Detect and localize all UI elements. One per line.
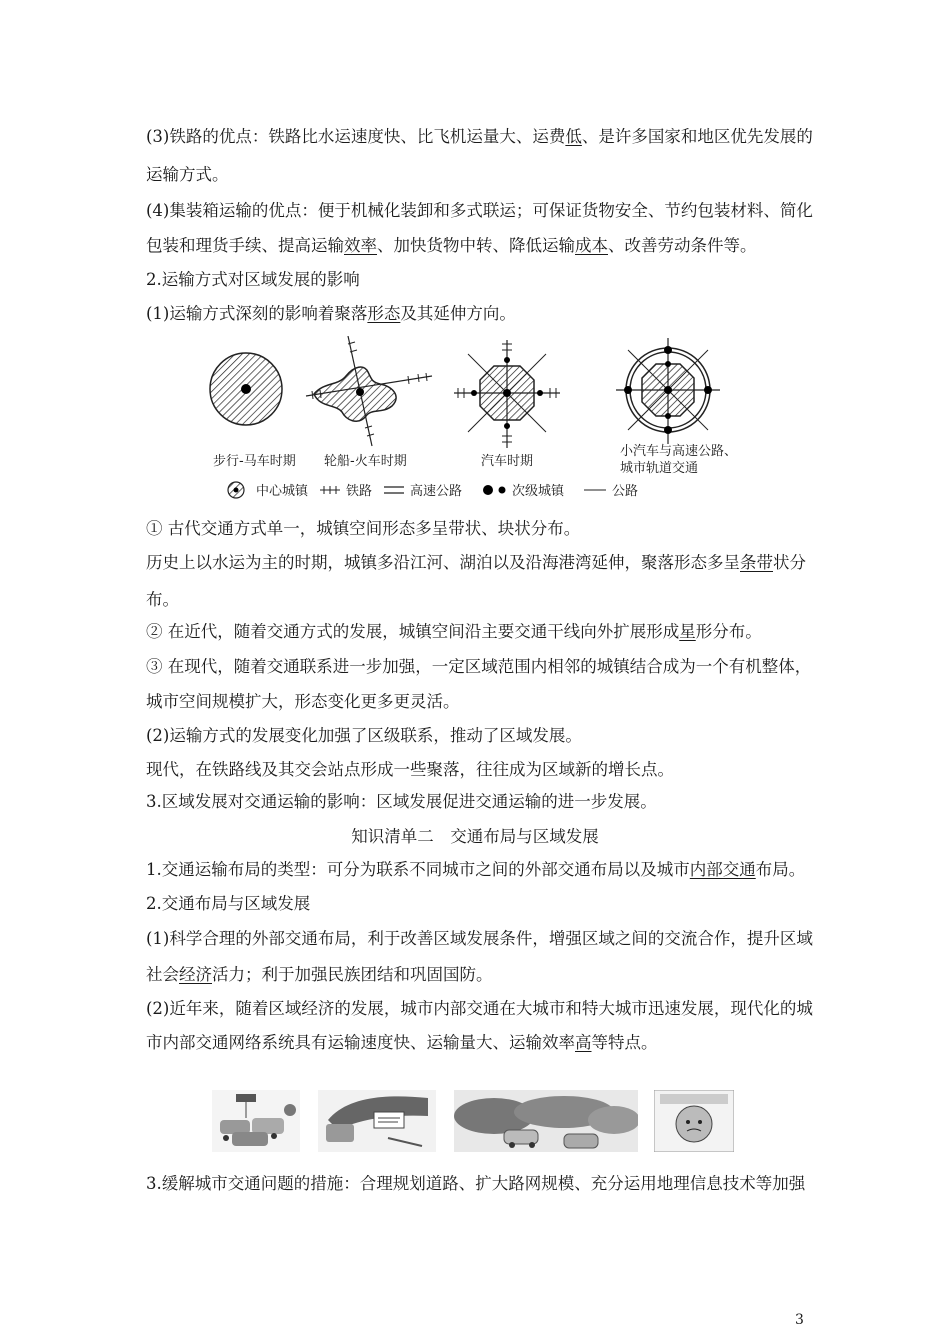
text-line: (3)铁路的优点：铁路比水运速度快、比飞机运量大、运费低、是许多国家和地区优先发展的 [146,127,813,146]
section-title: 知识清单二 交通布局与区域发展 [351,827,599,846]
caption-ship-train: 轮船-火车时期 [324,454,407,469]
text-line: 城市空间规模扩大，形态变化更多更灵活。 [146,692,460,711]
text-line: ① 古代交通方式单一，城镇空间形态多呈带状、块状分布。 [146,519,581,538]
legend-highway: 公路 [612,484,639,499]
text-line: 现代，在铁路线及其交会站点形成一些聚落，往往成为区域新的增长点。 [146,760,674,779]
traffic-jam-cartoon [212,1090,300,1152]
text-line: 社会经济活力；利于加强民族团结和巩固国防。 [146,965,493,984]
page-number: 3 [795,1312,804,1328]
legend-railway: 铁路 [346,484,373,499]
text-line: 3.缓解城市交通问题的措施：合理规划道路、扩大路网规模、充分运用地理信息技术等加强 [146,1174,806,1193]
text-line: 运输方式。 [146,165,229,184]
legend-expressway: 高速公路 [410,484,463,499]
stage-modern [616,338,720,444]
legend-secondary-town: 次级城镇 [512,484,565,499]
text-line: ③ 在现代，随着交通联系进一步加强，一定区域范围内相邻的城镇结合成为一个有机整体， [146,657,812,676]
caption-modern-2: 城市轨道交通 [620,461,699,476]
text-line: (2)近年来，随着区域经济的发展，城市内部交通在大城市和特大城市迅速发展，现代化的城 [146,999,813,1018]
smog-cartoon [454,1090,638,1152]
section-heading: 2.运输方式对区域发展的影响 [146,270,360,289]
text-line: (2)运输方式的发展变化加强了区级联系，推动了区域发展。 [146,726,582,745]
text-line: 3.区域发展对交通运输的影响：区域发展促进交通运输的进一步发展。 [146,792,657,811]
caption-walking: 步行-马车时期 [213,454,296,469]
text-line: (4)集装箱运输的优点：便于机械化装卸和多式联运；可保证货物安全、节约包装材料、简化 [146,201,813,220]
text-line: 包装和理货手续、提高运输效率、加快货物中转、降低运输成本、改善劳动条件等。 [146,236,757,255]
stage-walking [210,353,282,425]
text-line: 历史上以水运为主的时期，城镇多沿江河、湖泊以及沿海港湾延伸，聚落形态多呈条带状分 [146,553,806,572]
text-line: 市内部交通网络系统具有运输速度快、运输量大、运输效率高等特点。 [146,1033,658,1052]
caption-automobile: 汽车时期 [481,454,534,469]
text-line: ② 在近代，随着交通方式的发展，城镇空间沿主要交通干线向外扩展形成星形分布。 [146,622,762,641]
stage-ship-train [306,336,432,446]
text-line: 布。 [146,590,179,609]
caption-modern: 小汽车与高速公路、 [620,444,738,459]
stage-automobile [454,340,560,448]
text-line: 2.交通布局与区域发展 [146,894,311,913]
stressed-person-cartoon [654,1090,734,1152]
legend-center-town: 中心城镇 [256,484,309,499]
text-line: (1)运输方式深刻的影响着聚落形态及其延伸方向。 [146,304,516,323]
text-line: 1.交通运输布局的类型：可分为联系不同城市之间的外部交通布局以及城市内部交通布局。 [146,860,806,879]
pollution-cartoon [318,1090,436,1152]
text-line: (1)科学合理的外部交通布局，利于改善区域发展条件，增强区域之间的交流合作，提升区域 [146,929,813,948]
